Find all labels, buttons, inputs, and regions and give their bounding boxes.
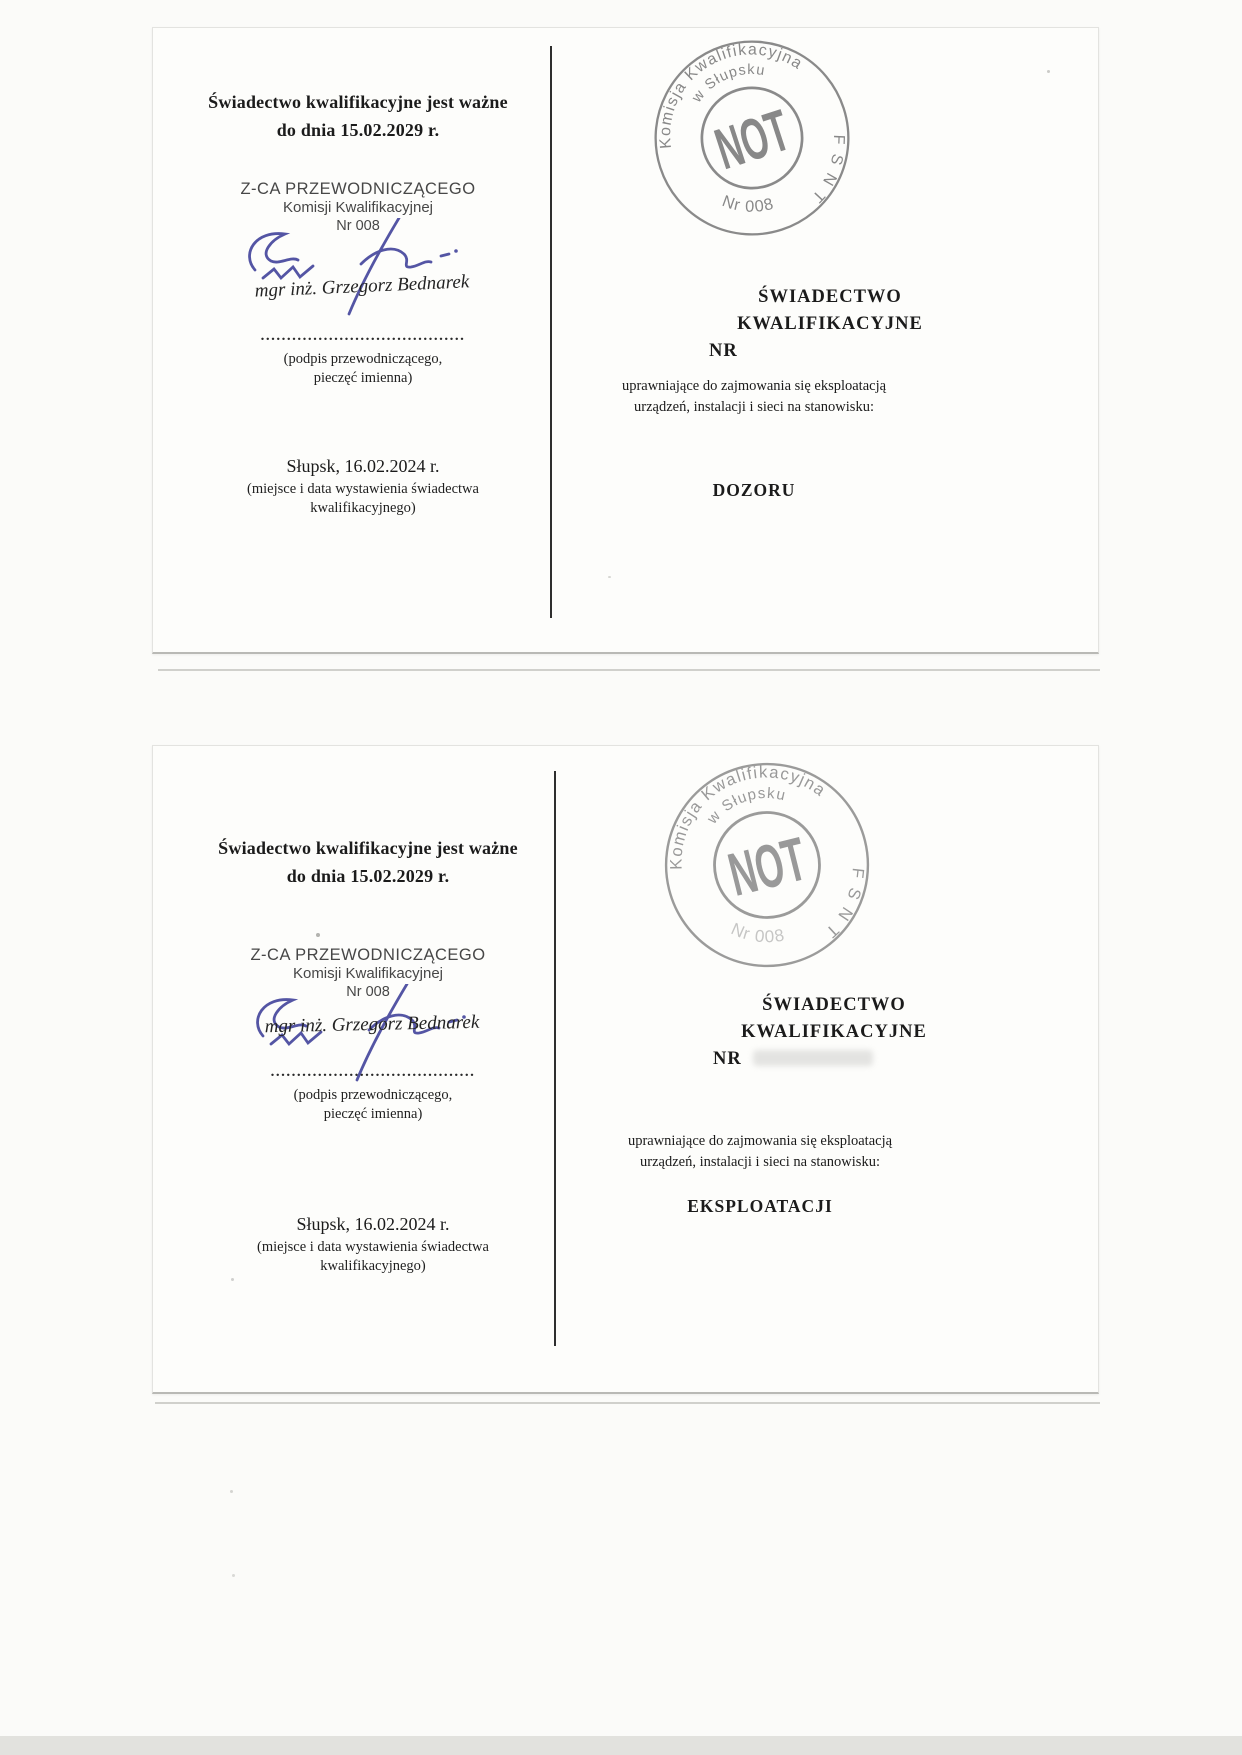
scan-noise-dot — [231, 1278, 234, 1281]
stamp-inner-arc-text: w Słupsku — [703, 784, 788, 828]
signer-role-line3: Nr 008 — [336, 218, 380, 234]
commission-round-stamp — [646, 32, 858, 244]
stamp-ring-text: Komisja Kwalifikacyjna — [656, 41, 806, 150]
certificate-title-block — [709, 284, 951, 365]
commission-round-stamp — [656, 754, 878, 976]
signature-caption — [223, 350, 503, 387]
validity-statement — [183, 88, 533, 144]
issue-caption-line1: (miejsce i data wystawienia świadectwa — [257, 1239, 489, 1255]
stamp-center-text: NOT — [708, 98, 798, 183]
issue-caption-line2: kwalifikacyjnego) — [320, 1257, 426, 1274]
issue-caption — [203, 1238, 543, 1275]
signer-role-line2: Komisji Kwalifikacyjnej — [282, 198, 434, 216]
validity-line1: Świadectwo kwalifikacyjne jest ważne — [208, 92, 508, 112]
certificate-number-label: NR — [709, 341, 738, 361]
signature-dotted-line: ....................................... — [270, 1064, 476, 1080]
stamp-number: Nr 008 — [728, 918, 787, 947]
stamp-ring-text: Komisja Kwalifikacyjna — [666, 762, 830, 870]
scan-bottom-band — [0, 1736, 1242, 1755]
signer-name: mgr inż. Grzegorz Bednarek — [254, 271, 470, 302]
signer-role-line1: Z-CA PRZEWODNICZĄCEGO — [240, 180, 476, 198]
scan-divider-line — [158, 669, 1100, 671]
scan-noise-dot — [232, 1574, 235, 1577]
entitlement-line1: uprawniające do zajmowania się eksploatacją — [627, 1133, 893, 1149]
stamp-inner-arc-text: w Słupsku — [689, 62, 767, 106]
signature-caption-line2: pieczęć imienna) — [313, 369, 413, 386]
validity-line2: do dnia 15.02.2029 r. — [286, 866, 450, 886]
scan-noise-dot — [1047, 70, 1050, 73]
signature-caption — [233, 1086, 513, 1123]
column-divider-line — [550, 46, 552, 618]
certificate-page-eksploatacji — [152, 745, 1099, 1394]
issue-place-date: Słupsk, 16.02.2024 r. — [286, 456, 440, 476]
entitlement-text — [601, 376, 907, 417]
position-name: DOZORU — [712, 480, 796, 500]
position-name: EKSPLOATACJI — [687, 1196, 833, 1216]
entitlement-text — [605, 1131, 915, 1172]
certificate-page-dozoru — [152, 27, 1099, 654]
validity-statement — [193, 834, 543, 890]
entitlement-line2: urządzeń, instalacji i sieci na stanowisku: — [640, 1153, 880, 1170]
scan-noise-dot — [608, 576, 611, 578]
stamp-side-text: FSNT — [802, 134, 848, 212]
certificate-number-label: NR — [713, 1049, 742, 1069]
signature-dotted-line: ....................................... — [260, 328, 466, 344]
certificate-number-smudge — [753, 1050, 873, 1066]
scan-noise-dot — [316, 933, 320, 937]
scan-noise-dot — [230, 1490, 233, 1493]
certificate-title-line1: ŚWIADECTWO — [758, 287, 902, 307]
signer-role-line1: Z-CA PRZEWODNICZĄCEGO — [250, 946, 486, 964]
stamp-side-text: FSNT — [815, 866, 868, 948]
signature-caption-line2: pieczęć imienna) — [323, 1105, 423, 1122]
signer-role-line3: Nr 008 — [346, 984, 390, 1000]
signature-caption-line1: (podpis przewodniczącego, — [293, 1087, 453, 1103]
entitlement-line1: uprawniające do zajmowania się eksploatacją — [621, 378, 887, 394]
column-divider-line — [554, 771, 556, 1346]
issue-caption — [193, 480, 533, 517]
stamp-center-text: NOT — [721, 823, 813, 910]
svg-text:FSNT — [802, 863, 878, 950]
certificate-title-line2: KWALIFIKACYJNE — [737, 314, 923, 334]
signer-role-line2: Komisji Kwalifikacyjnej — [292, 964, 444, 982]
issue-place-date: Słupsk, 16.02.2024 r. — [296, 1214, 450, 1234]
signature-caption-line1: (podpis przewodniczącego, — [283, 351, 443, 367]
entitlement-line2: urządzeń, instalacji i sieci na stanowisku: — [634, 398, 874, 415]
validity-line1: Świadectwo kwalifikacyjne jest ważne — [218, 838, 518, 858]
validity-line2: do dnia 15.02.2029 r. — [276, 120, 440, 140]
stamp-number: Nr 008 — [719, 192, 776, 216]
certificate-title-line1: ŚWIADECTWO — [762, 995, 906, 1015]
signer-name: mgr inż. Grzegorz Bednarek — [264, 1011, 480, 1038]
issue-caption-line1: (miejsce i data wystawienia świadectwa — [247, 481, 479, 497]
scan-divider-line — [155, 1402, 1100, 1404]
issue-caption-line2: kwalifikacyjnego) — [310, 499, 416, 516]
certificate-title-line2: KWALIFIKACYJNE — [741, 1022, 927, 1042]
